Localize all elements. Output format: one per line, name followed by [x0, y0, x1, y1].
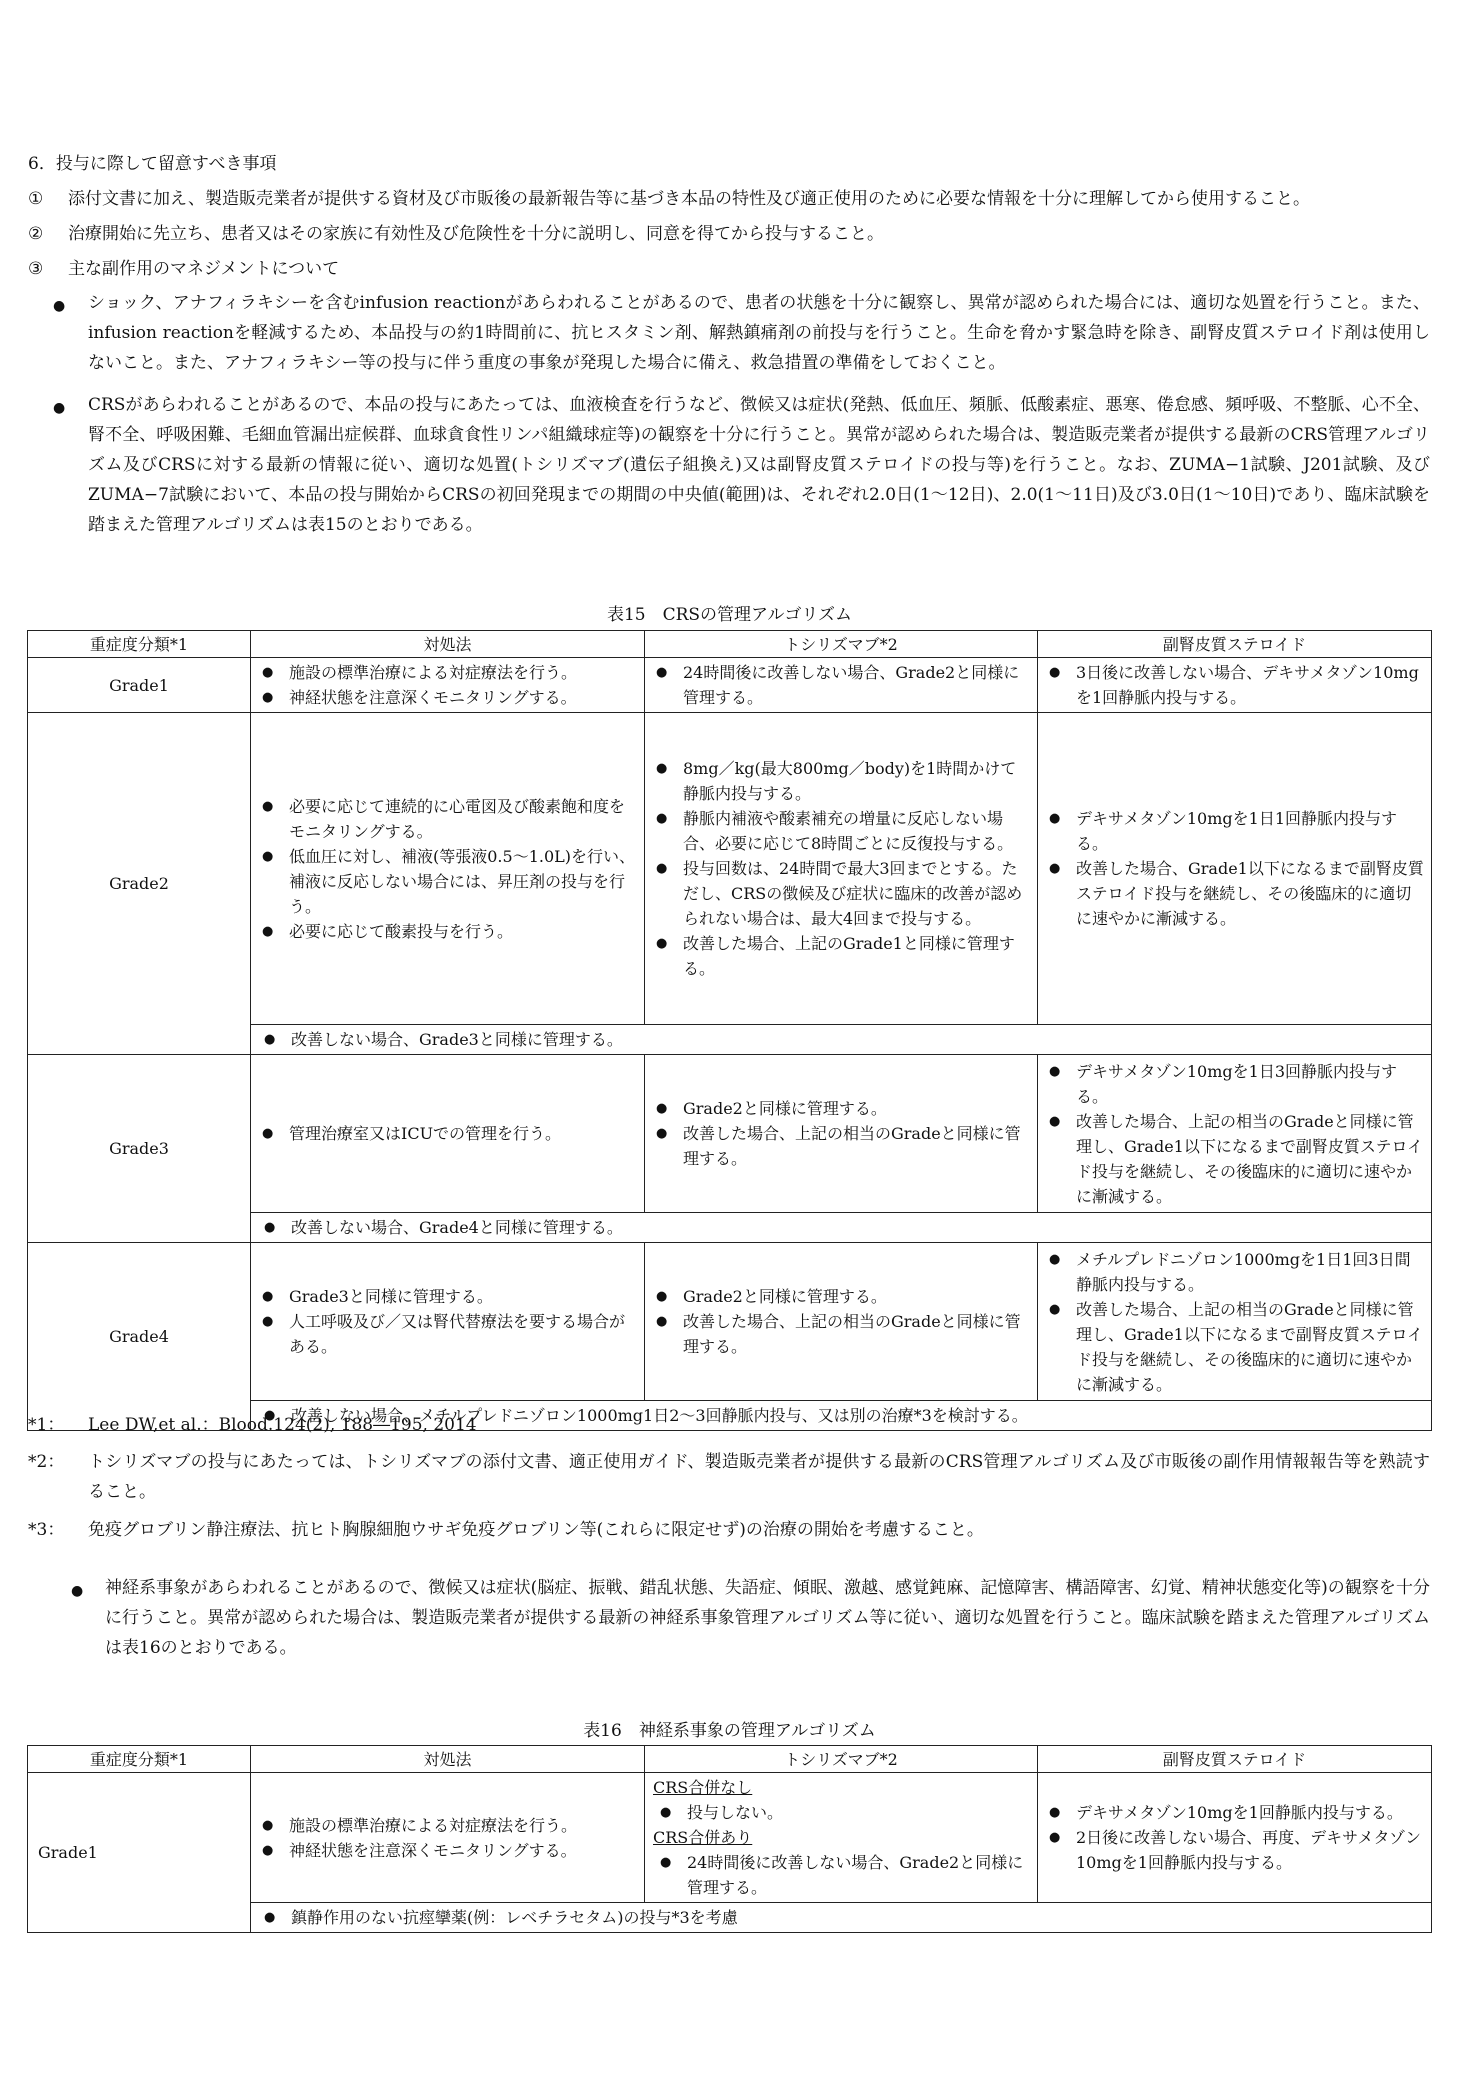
- steroid-cell: [1038, 658, 1432, 713]
- header-severity: 重症度分類*1: [28, 1746, 251, 1773]
- table16-header-row: [28, 1746, 1432, 1773]
- steroid-cell: [1038, 1055, 1432, 1213]
- list-item: ● 低血圧に対し、補液(等張液0.5〜1.0L)を行い、補液に反応しない場合には、昇圧剤の投与を行う。: [289, 844, 638, 919]
- grade-label: Grade1: [28, 658, 251, 713]
- list-item: ● 管理治療室又はICUでの管理を行う。: [289, 1121, 638, 1146]
- header-treatment: 対処法: [251, 631, 645, 658]
- list-item: ● 必要に応じて連続的に心電図及び酸素飽和度をモニタリングする。: [289, 794, 638, 844]
- list-item: ● 24時間後に改善しない場合、Grade2と同様に管理する。: [683, 660, 1031, 710]
- list-item: ● 改善した場合、Grade1以下になるまで副腎皮質ステロイド投与を継続し、その後臨床的に適切に速やかに漸減する。: [1076, 856, 1425, 931]
- list-item: ● 必要に応じて酸素投与を行う。: [289, 919, 638, 944]
- header-severity: 重症度分類*1: [28, 631, 251, 658]
- steroid-cell: [1038, 1243, 1432, 1401]
- list-item: ● 2日後に改善しない場合、再度、デキサメタゾン10mgを1回静脈内投与する。: [1076, 1825, 1425, 1875]
- list-item: ● 24時間後に改善しない場合、Grade2と同様に管理する。: [687, 1850, 1031, 1900]
- list-item: ● 改善した場合、上記の相当のGradeと同様に管理し、Grade1以下になるまで副腎皮質ステロイド投与を継続し、その後臨床的に適切に速やかに漸減する。: [1076, 1109, 1425, 1209]
- list-item: ● メチルプレドニゾロン1000mgを1日1回3日間静脈内投与する。: [1076, 1247, 1425, 1297]
- footnote-1-text: Lee DW,et al.：Blood.124(2), 188―195, 2014: [88, 1415, 477, 1435]
- list-item: ● Grade2と同様に管理する。: [683, 1096, 1031, 1121]
- list-item: ● 人工呼吸及び／又は腎代替療法を要する場合がある。: [289, 1309, 638, 1359]
- item-1-text: 添付文書に加え、製造販売業者が提供する資材及び市販後の最新報告等に基づき本品の特性及び適正使用のために必要な情報を十分に理解してから使用すること。: [68, 189, 1311, 209]
- table15-row-grade1: [28, 658, 1432, 713]
- tocilizumab-cell: [645, 713, 1038, 1025]
- header-tocilizumab: トシリズマブ*2: [645, 631, 1038, 658]
- footnote-3-mark: *3：: [28, 1520, 65, 1540]
- list-item: ● 改善しない場合、Grade4と同様に管理する。: [291, 1215, 1425, 1240]
- header-steroid: 副腎皮質ステロイド: [1038, 631, 1432, 658]
- bullet-icon: ●: [71, 1583, 84, 1599]
- table15-row-grade2: [28, 713, 1432, 1025]
- list-item: ● 施設の標準治療による対症療法を行う。: [289, 1813, 638, 1838]
- treatment-cell: [251, 1773, 645, 1903]
- steroid-cell: [1038, 1773, 1432, 1903]
- list-item: ● 8mg／kg(最大800mg／body)を1時間かけて静脈内投与する。: [683, 756, 1031, 806]
- list-item: ● デキサメタゾン10mgを1日1回静脈内投与する。: [1076, 806, 1425, 856]
- list-item: ● 静脈内補液や酸素補充の増量に反応しない場合、必要に応じて8時間ごとに反復投与する。: [683, 806, 1031, 856]
- header-treatment: 対処法: [251, 1746, 645, 1773]
- item-1-num: ①: [28, 189, 44, 209]
- list-item: ● 改善した場合、上記のGrade1と同様に管理する。: [683, 931, 1031, 981]
- table15-header-row: [28, 631, 1432, 658]
- crs-paragraph: CRSがあらわれることがあるので、本品の投与にあたっては、血液検査を行うなど、徴候又は症状(発熱、低血圧、頻脈、低酸素症、悪寒、倦怠感、頻呼吸、不整脈、心不全、腎不全、呼吸困難、毛細血管漏出症候群、血球貪食性リンパ組織球症等)の観察を十分に行うこと。異常が認められた場合は、製造販売業者が提供する最新のCRS管理アルゴリズム及びCRSに対する最新の情報に従い、適切な処置(トシリズマブ(遺伝子組換え)又は副腎皮質ステロイドの投与等)を行うこと。なお、ZUMA−1試験、J201試験、及びZUMA−7試験において、本品の投与開始からCRSの初回発現までの期間の中央値(範囲)は、それぞれ2.0日(1〜12日)、2.0(1〜11日)及び3.0日(1〜10日)であり、臨床試験を踏まえた管理アルゴリズムは表15のとおりである。: [88, 395, 1430, 535]
- crs-present-label: CRS合併あり: [653, 1828, 753, 1847]
- list-item: ● 鎮静作用のない抗痙攣薬(例：レベチラセタム)の投与*3を考慮: [291, 1905, 1425, 1930]
- list-item: ● 神経状態を注意深くモニタリングする。: [289, 1838, 638, 1863]
- list-item: ● 改善した場合、上記の相当のGradeと同様に管理する。: [683, 1121, 1031, 1171]
- list-item: ● 投与しない。: [687, 1800, 1031, 1825]
- neuro-paragraph: 神経系事象があらわれることがあるので、徴候又は症状(脳症、振戦、錯乱状態、失語症、傾眠、激越、感覚鈍麻、記憶障害、構語障害、幻覚、精神状態変化等)の観察を十分に行うこと。異常が認められた場合は、製造販売業者が提供する最新の神経系事象管理アルゴリズム等に従い、適切な処置を行うこと。臨床試験を踏まえた管理アルゴリズムは表16のとおりである。: [105, 1578, 1430, 1658]
- treatment-cell: [251, 1243, 645, 1401]
- grade-label: Grade4: [28, 1243, 251, 1431]
- list-item: ● 改善しない場合、メチルプレドニゾロン1000mg1日2〜3回静脈内投与、又は別の治療*3を検討する。: [291, 1403, 1425, 1428]
- table15: [27, 630, 1432, 1431]
- section-title: 6．投与に際して留意すべき事項: [28, 154, 277, 174]
- footnote-2-text: トシリズマブの投与にあたっては、トシリズマブの添付文書、適正使用ガイド、製造販売業者が提供する最新のCRS管理アルゴリズム及び市販後の副作用情報報告等を熟読すること。: [88, 1452, 1430, 1502]
- list-item: ● 投与回数は、24時間で最大3回までとする。ただし、CRSの徴候及び症状に臨床的改善が認められない場合は、最大4回まで投与する。: [683, 856, 1031, 931]
- steroid-cell: [1038, 713, 1432, 1025]
- footnote-3-text: 免疫グロブリン静注療法、抗ヒト胸腺細胞ウサギ免疫グロブリン等(これらに限定せず)の治療の開始を考慮すること。: [88, 1520, 984, 1540]
- tocilizumab-cell: [645, 1773, 1038, 1903]
- table16-caption: 表16 神経系事象の管理アルゴリズム: [583, 1721, 876, 1741]
- note-cell: [251, 1903, 1432, 1933]
- table15-row-grade3: [28, 1055, 1432, 1213]
- list-item: ● 神経状態を注意深くモニタリングする。: [289, 685, 638, 710]
- footnote-2-mark: *2：: [28, 1452, 65, 1472]
- footnote-1-mark: *1：: [28, 1415, 65, 1435]
- table16: [27, 1745, 1432, 1933]
- infusion-reaction-paragraph: ショック、アナフィラキシーを含むinfusion reactionがあらわれることがあるので、患者の状態を十分に観察し、異常が認められた場合には、適切な処置を行うこと。また、infusion reactionを軽減するため、本品投与の約1時間前に、抗ヒスタミン剤、解熱鎮痛剤の前投与を行うこと。生命を脅かす緊急時を除き、副腎皮質ステロイド剤は使用しないこと。また、アナフィラキシー等の投与に伴う重度の事象が発現した場合に備え、救急措置の準備をしておくこと。: [88, 293, 1430, 373]
- treatment-cell: [251, 713, 645, 1025]
- crs-absent-label: CRS合併なし: [653, 1778, 753, 1797]
- grade-label: Grade1: [28, 1773, 251, 1933]
- header-steroid: 副腎皮質ステロイド: [1038, 1746, 1432, 1773]
- treatment-cell: [251, 658, 645, 713]
- list-item: ● 改善しない場合、Grade3と同様に管理する。: [291, 1027, 1425, 1052]
- list-item: ● Grade2と同様に管理する。: [683, 1284, 1031, 1309]
- list-item: ● 施設の標準治療による対症療法を行う。: [289, 660, 638, 685]
- list-item: ● デキサメタゾン10mgを1回静脈内投与する。: [1076, 1800, 1425, 1825]
- tocilizumab-cell: [645, 658, 1038, 713]
- list-item: ● デキサメタゾン10mgを1日3回静脈内投与する。: [1076, 1059, 1425, 1109]
- table16-row-grade1: [28, 1773, 1432, 1903]
- table15-row-grade4: [28, 1243, 1432, 1401]
- note-cell: [251, 1025, 1432, 1055]
- bullet-icon: ●: [53, 298, 66, 314]
- grade-label: Grade3: [28, 1055, 251, 1243]
- item-3-num: ③: [28, 259, 44, 279]
- tocilizumab-cell: [645, 1243, 1038, 1401]
- treatment-cell: [251, 1055, 645, 1213]
- list-item: ● Grade3と同様に管理する。: [289, 1284, 638, 1309]
- note-cell: [251, 1213, 1432, 1243]
- bullet-icon: ●: [53, 400, 66, 416]
- header-tocilizumab: トシリズマブ*2: [645, 1746, 1038, 1773]
- list-item: ● 改善した場合、上記の相当のGradeと同様に管理する。: [683, 1309, 1031, 1359]
- list-item: ● 3日後に改善しない場合、デキサメタゾン10mgを1回静脈内投与する。: [1076, 660, 1425, 710]
- grade-label: Grade2: [28, 713, 251, 1055]
- tocilizumab-cell: [645, 1055, 1038, 1213]
- list-item: ● 改善した場合、上記の相当のGradeと同様に管理し、Grade1以下になるまで副腎皮質ステロイド投与を継続し、その後臨床的に適切に速やかに漸減する。: [1076, 1297, 1425, 1397]
- item-2-text: 治療開始に先立ち、患者又はその家族に有効性及び危険性を十分に説明し、同意を得てから投与すること。: [68, 224, 884, 244]
- item-3-text: 主な副作用のマネジメントについて: [68, 259, 340, 279]
- table15-caption: 表15 CRSの管理アルゴリズム: [606, 605, 853, 625]
- item-2-num: ②: [28, 224, 44, 244]
